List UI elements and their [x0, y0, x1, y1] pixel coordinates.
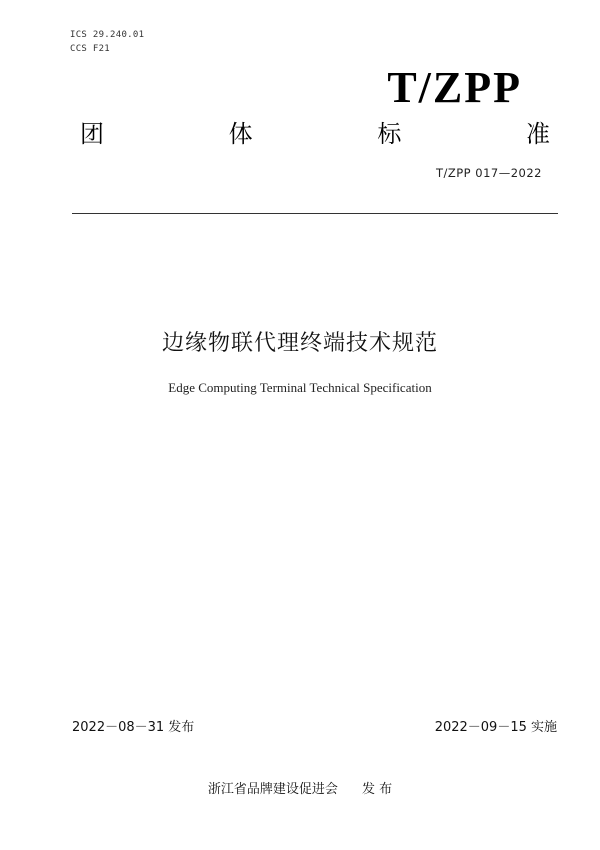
publisher-line: [0, 778, 600, 797]
document-title-en: Edge Computing Terminal Technical Specification: [168, 380, 432, 395]
header-divider: [72, 213, 558, 214]
doc-type-char-2: 体: [228, 120, 253, 148]
publisher-action: 发 布: [361, 782, 393, 797]
document-title-cn: 边缘物联代理终端技术规范: [161, 331, 438, 356]
doc-type-char-3: 标: [377, 120, 402, 148]
publisher-name: 浙江省品牌建设促进会: [207, 782, 338, 797]
document-type-heading: [80, 114, 550, 149]
standard-brand-logo: T/ZPP: [387, 63, 522, 112]
doc-type-char-4: 准: [525, 120, 550, 148]
implementation-date: 2022－09－15 实施: [434, 720, 557, 735]
standard-number: T/ZPP 017—2022: [435, 166, 542, 180]
issue-date: 2022－08－31 发布: [72, 720, 195, 735]
ccs-code: CCS F21: [70, 44, 111, 54]
ics-code: ICS 29.240.01: [70, 30, 145, 40]
doc-type-char-1: 团: [80, 120, 104, 148]
